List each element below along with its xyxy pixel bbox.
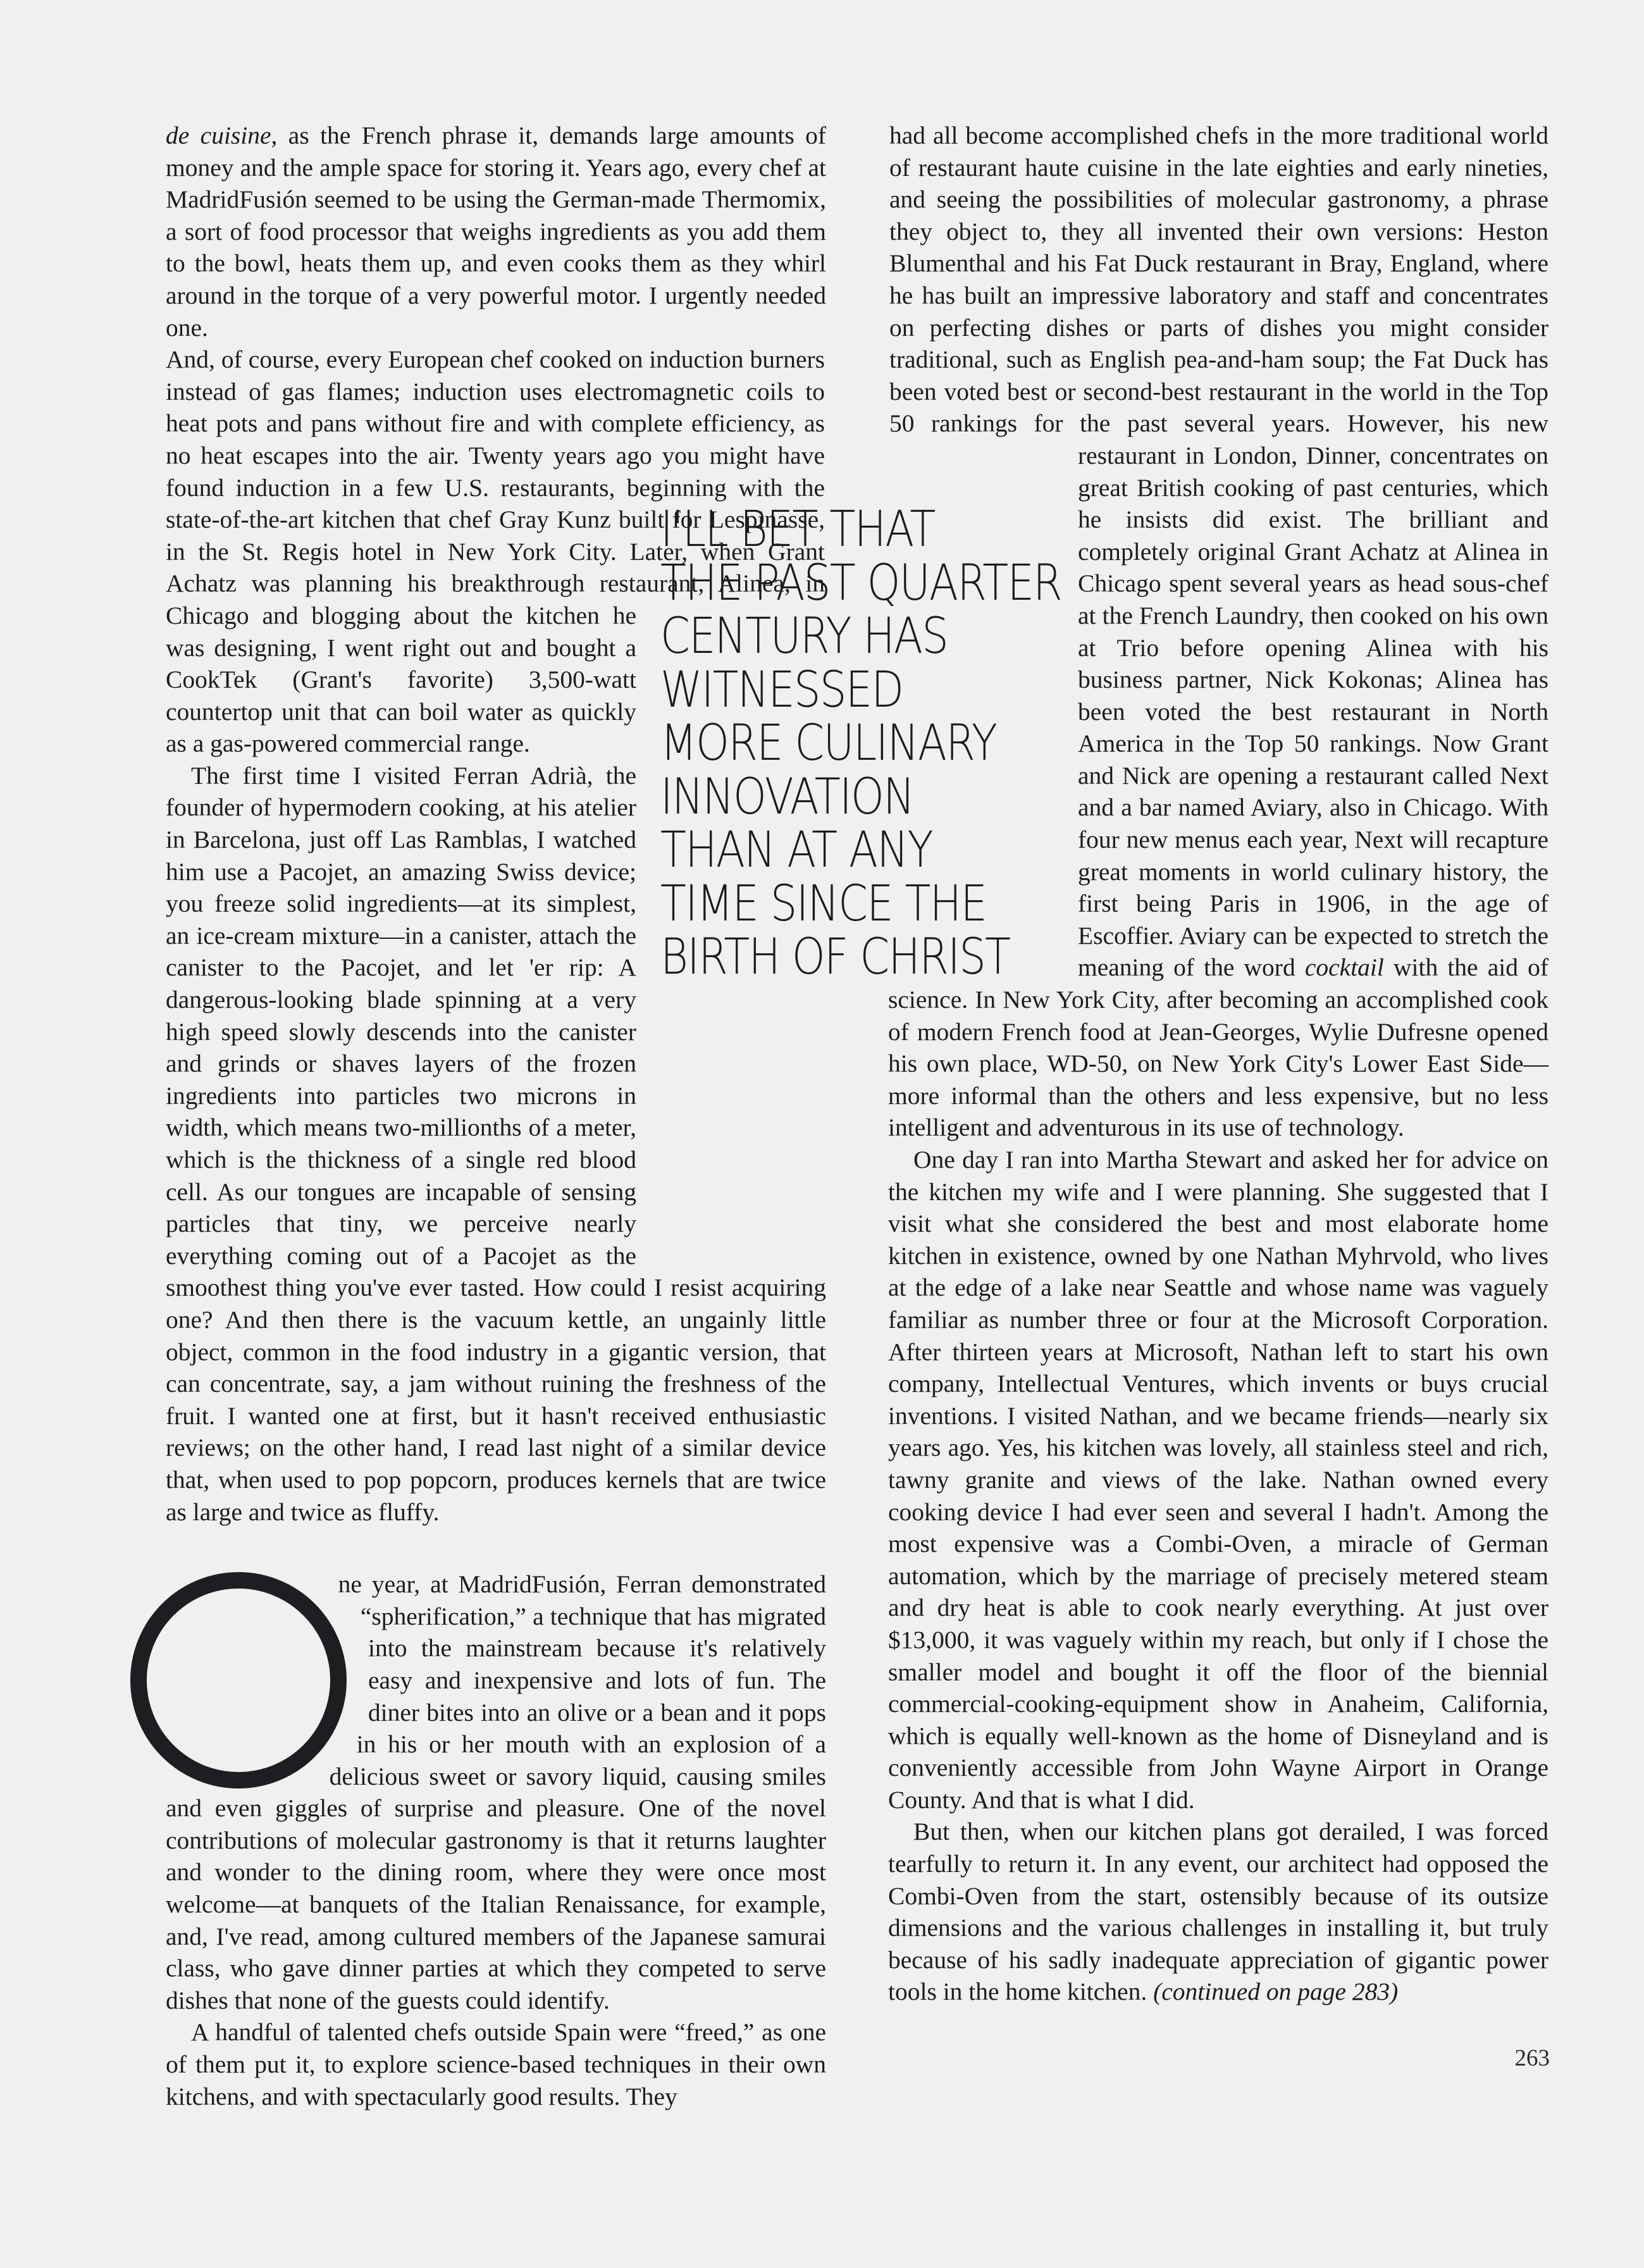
paragraph: had all become accomplished chefs in the more traditional world of restaurant haute cuisine in the late eighties and early nineties, and seeing the possibilities of molecular gastronomy, a phrase they object to, they all invented their own versions: Heston Blumenthal and his Fat Duck restaurant in Bray, England, where he has built an impressive laboratory and staff and concentrates on perfecting dishes or parts of dishes you might consider traditional, such as English pea-and-ham soup; the Fat Duck has been voted best or second-best restaurant in the world in the Top 50 rankings for the past several years. However, his new restaurant in London, Dinner, concentrates on great British cooking of past centuries, which he insists did exist. The brilliant and completely original Grant Achatz at Alinea in Chicago spent several years as head sous-chef at the French Laundry, then cooked on his own at Trio before opening Alinea with his business partner, Nick Kokonas; Alinea has been voted the best restaurant in North America in the Top 50 rankings. Now Grant and Nick are opening a restaurant called Next and a bar named Aviary, also in Chicago. With four new menus each year, Next will recapture great moments in world culinary history, the first being Paris in 1906, in the age of Escoffier. Aviary can be expected to stretch the meaning of the word cocktail with the aid of science. In New York City, after becoming an accomplished cook of modern French food at Jean-Georges, Wylie Dufresne opened his own place, WD-50, on New York City's Lower East Side—more informal than the others and less expensive, but no less intelligent and adventurous in its use of technology. [888, 121, 1548, 1142]
continued-note: (continued on page 283) [1153, 1978, 1399, 2006]
paragraph: One day I ran into Martha Stewart and asked her for advice on the kitchen my wife and I were planning. She suggested that I visit what she considered the best and most elaborate home kitchen in existence, owned by one Nathan Myhrvold, who lives at the edge of a lake near Seattle and whose name was vaguely familiar as number three or four at the Microsoft Corporation. After thirteen years at Microsoft, Nathan left to start his own company, Intellectual Ventures, which invents or buys crucial inventions. I visited Nathan, and we became friends—nearly six years ago. Yes, his kitchen was lovely, all stainless steel and rich, tawny granite and views of the lake. Nathan owned every cooking device I had ever seen and several I hadn't. Among the most expensive was a Combi-Oven, a miracle of German automation, which by the marriage of precisely metered steam and dry heat is able to cook nearly everything. At just over $13,000, it was vaguely within my reach, but only if I chose the smaller model and bought it off the floor of the biennial commercial-cooking-equipment show in Anaheim, California, which is equally well-known as the home of Disneyland and is conveniently accessible from John Wayne Airport in Orange County. And that is what I did. [888, 1146, 1548, 1814]
paragraph: But then, when our kitchen plans got derailed, I was forced tearfully to return it. In any event, our architect had opposed the Combi-Oven from the start, ostensibly because of its outsize dimensions and the various challenges in installing it, but truly because of his sadly inadequate appreciation of gigantic power tools in the home kitchen. (continued on page 283) [888, 1818, 1548, 2006]
paragraph: ne year, at MadridFusión, Ferran demonstrated “spherification,” a technique that has migrated into the mainstream because it's relatively easy and inexpensive and lots of fun. The diner bites into an olive or a bean and it pops in his or her mouth with an explosion of a delicious sweet or savory liquid, causing smiles and even giggles of surprise and pleasure. One of the novel contributions of molecular gastronomy is that it returns laughter and wonder to the dining room, where they were once most welcome—at banquets of the Italian Renaissance, for example, and, I've read, among cultured members of the Japanese samurai class, who gave dinner parties at which they competed to serve dishes that none of the guests could identify. [166, 1568, 826, 2016]
drop-cap-ring-icon [130, 1572, 347, 1788]
pull-quote-line: MORE CULINARY [660, 715, 997, 772]
pull-quote [660, 501, 1062, 986]
pull-quote-line: CENTURY HAS [660, 608, 948, 665]
italic-word: cocktail [1304, 953, 1384, 982]
pull-quote-line: BIRTH OF CHRIST [660, 929, 1010, 986]
pull-quote-line: THAN AT ANY [660, 822, 932, 879]
drop-cap [130, 1572, 358, 1794]
paragraph: And, of course, every European chef cooked on induction burners instead of gas flames; induction uses electromagnetic coils to heat pots and pans without fire and with complete efficiency, as no heat escapes into the air. Twenty years ago you might have found induction in a few U.S. restaurants, beginning with the state-of-the-art kitchen that chef Gray Kunz built for Lespinasse, in the St. Regis hotel in New York City. Later, when Grant Achatz was planning his breakthrough restaurant, Alinea, in Chicago and blogging about the kitchen he was designing, I went right out and bought a CookTek (Grant's favorite) 3,500-watt countertop unit that can boil water as quickly as a gas-powered commercial range. [166, 345, 825, 758]
pull-quote-line: I'LL BET THAT [660, 501, 935, 558]
paragraph: de cuisine, as the French phrase it, demands large amounts of money and the ample space for storing it. Years ago, every chef at MadridFusión seemed to be using the German-made Thermomix, a sort of food processor that weighs ingredients as you add them to the bowl, heats them up, and even cooks them as they whirl around in the torque of a very powerful motor. I urgently needed one. [166, 121, 826, 342]
pull-quote-line: INNOVATION [660, 768, 914, 826]
right-column [888, 120, 1548, 2008]
paragraph: The first time I visited Ferran Adrià, the founder of hypermodern cooking, at his atelier in Barcelona, just off Las Ramblas, I watched him use a Pacojet, an amazing Swiss device; you freeze solid ingredients—at its simplest, an ice-cream mixture—in a canister, attach the canister to the Pacojet, and let 'er rip: A dangerous-looking blade spinning at a very high speed slowly descends into the canister and grinds or shaves layers of the frozen ingredients into particles two microns in width, which means two-millionths of a meter, which is the thickness of a single red blood cell. As our tongues are incapable of sensing particles that tiny, we perceive nearly everything coming out of a Pacojet as the smoothest thing you've ever tasted. How could I resist acquiring one? And then there is the vacuum kettle, an ungainly little object, common in the food industry in a gigantic version, that can concentrate, say, a jam without ruining the freshness of the fruit. I wanted one at first, but it hasn't received enthusiastic reviews; on the other hand, I read last night of a similar device that, when used to pop popcorn, produces kernels that are twice as large and twice as fluffy. [166, 761, 826, 1526]
italic-phrase: de cuisine [166, 121, 271, 149]
pull-quote-line: THE PAST QUARTER [660, 554, 1062, 612]
page-number: 263 [1514, 2045, 1550, 2071]
paragraph: A handful of talented chefs outside Spain were “freed,” as one of them put it, to explore science-based techniques in their own kitchens, and with spectacularly good results. They [166, 2018, 826, 2110]
pull-quote-line: WITNESSED [660, 661, 903, 719]
pull-quote-line: TIME SINCE THE [660, 875, 987, 933]
left-column [166, 120, 826, 2112]
